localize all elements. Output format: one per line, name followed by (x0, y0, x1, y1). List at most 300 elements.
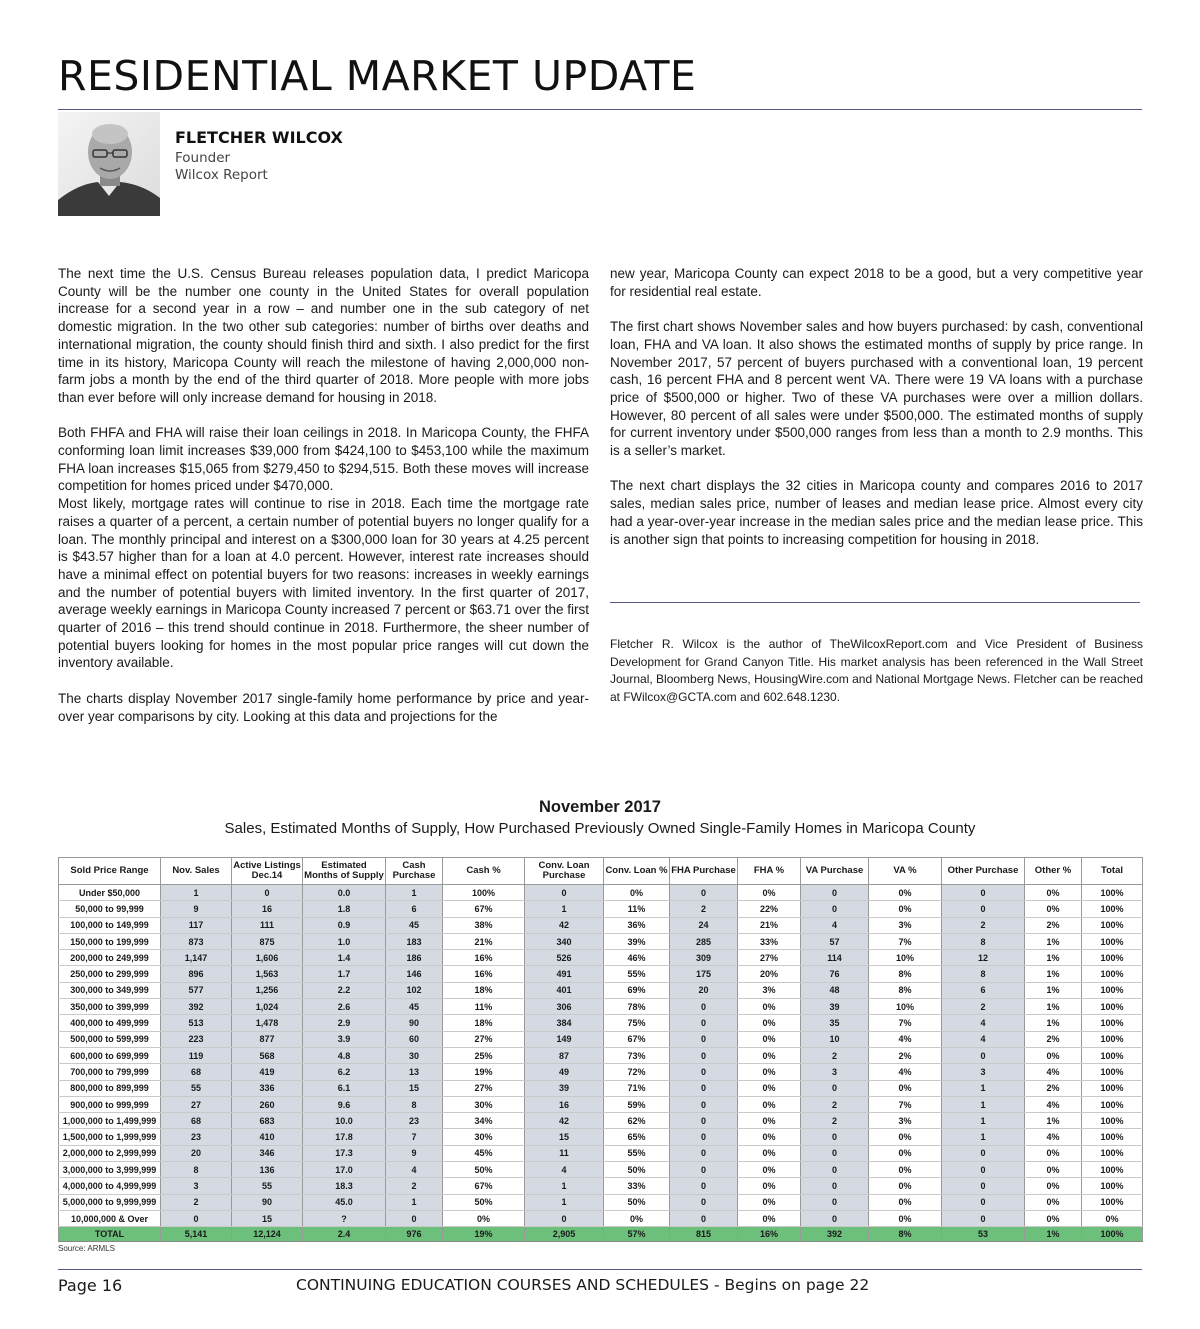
bio-divider (610, 602, 1140, 603)
table-cell: 2% (1025, 917, 1082, 933)
table-row (59, 1194, 1143, 1210)
table-row (59, 966, 1143, 982)
price-range-cell: 400,000 to 499,999 (59, 1015, 161, 1031)
table-cell: 4% (1025, 1129, 1082, 1145)
table-cell: 2 (386, 1178, 443, 1194)
table-cell: 55 (232, 1178, 303, 1194)
table-cell: 0 (670, 1015, 738, 1031)
table-cell: 0 (942, 1210, 1025, 1226)
table-cell: 2 (942, 917, 1025, 933)
table-cell: 0 (801, 1194, 869, 1210)
table-cell: 526 (525, 950, 604, 966)
table-cell: 0 (670, 1047, 738, 1063)
table-cell: 410 (232, 1129, 303, 1145)
table-cell: 223 (161, 1031, 232, 1047)
table-row (59, 1210, 1143, 1226)
table-cell: 45.0 (303, 1194, 386, 1210)
table-cell: 17.8 (303, 1129, 386, 1145)
total-cell: 8% (869, 1227, 942, 1242)
table-cell: 55 (161, 1080, 232, 1096)
table-cell: 0% (1025, 901, 1082, 917)
total-cell: 392 (801, 1227, 869, 1242)
table-cell: 0 (942, 901, 1025, 917)
column-header: Nov. Sales (161, 858, 232, 885)
table-cell: 3 (801, 1064, 869, 1080)
table-cell: 39% (604, 933, 670, 949)
table-cell: 0 (942, 1178, 1025, 1194)
title-divider (58, 109, 1142, 110)
table-cell: 0 (670, 999, 738, 1015)
table-cell: 65% (604, 1129, 670, 1145)
table-cell: 419 (232, 1064, 303, 1080)
price-range-cell: 700,000 to 799,999 (59, 1064, 161, 1080)
table-cell: 100% (1082, 1064, 1143, 1080)
price-range-cell: 150,000 to 199,999 (59, 933, 161, 949)
price-range-cell: 600,000 to 699,999 (59, 1047, 161, 1063)
table-cell: 0 (386, 1210, 443, 1226)
table-cell: 7% (869, 1096, 942, 1112)
table-cell: 149 (525, 1031, 604, 1047)
table-cell: 1,024 (232, 999, 303, 1015)
table-header-row (59, 858, 1143, 885)
table-cell: 6 (942, 982, 1025, 998)
table-cell: 1 (942, 1080, 1025, 1096)
table-cell: 38% (443, 917, 525, 933)
table-cell: 491 (525, 966, 604, 982)
table-cell: 45 (386, 917, 443, 933)
table-cell: 67% (604, 1031, 670, 1047)
table-cell: 683 (232, 1113, 303, 1129)
table-cell: 0% (738, 1047, 801, 1063)
table-cell: 10% (869, 950, 942, 966)
table-cell: 33% (738, 933, 801, 949)
table-cell: 117 (161, 917, 232, 933)
table-cell: 0% (869, 1129, 942, 1145)
table-cell: 78% (604, 999, 670, 1015)
table-cell: 0% (1025, 1145, 1082, 1161)
table-cell: 50% (443, 1162, 525, 1178)
table-cell: 30 (386, 1047, 443, 1063)
table-cell: 0% (738, 1210, 801, 1226)
table-cell: 23 (386, 1113, 443, 1129)
table-cell: 1 (386, 885, 443, 901)
table-cell: 346 (232, 1145, 303, 1161)
table-cell: 1 (386, 1194, 443, 1210)
table-cell: 1 (161, 885, 232, 901)
table-cell: 4 (386, 1162, 443, 1178)
table-cell: 16 (525, 1096, 604, 1112)
table-cell: 27% (443, 1031, 525, 1047)
table-cell: 2.2 (303, 982, 386, 998)
price-range-cell: 350,000 to 399,999 (59, 999, 161, 1015)
article-paragraph: Both FHFA and FHA will raise their loan ceilings in 2018. In Maricopa County, the FHFA conforming loan limit increases $39,000 from $424,100 to $453,100 while the maximum FHA loan increases $15,065 from $279,450 to $294,515. Both these moves will increase competition for homes priced under $470,000. (58, 425, 589, 494)
table-cell: 3% (869, 917, 942, 933)
table-cell: 100% (1082, 1194, 1143, 1210)
table-cell: 100% (1082, 917, 1143, 933)
table-cell: 1% (1025, 950, 1082, 966)
table-row (59, 982, 1143, 998)
table-cell: 0 (801, 1080, 869, 1096)
table-cell: 68 (161, 1064, 232, 1080)
table-cell: 0% (869, 901, 942, 917)
table-cell: 0% (738, 1031, 801, 1047)
table-cell: 102 (386, 982, 443, 998)
table-cell: 16% (443, 950, 525, 966)
table-cell: 896 (161, 966, 232, 982)
table-row (59, 1015, 1143, 1031)
table-cell: 16 (232, 901, 303, 917)
table-cell: ? (303, 1210, 386, 1226)
column-header: Active Listings Dec.14 (232, 858, 303, 885)
article-paragraph: The next time the U.S. Census Bureau releases population data, I predict Maricopa County will be the number one county in the United States for overall population increase for a second year in a row – and number one in the sub category of net domestic migration. In the two other sub categories: number of births over deaths and international migration, the county should finish third and sixth. I also predict for the first time in its history, Maricopa County will reach the milestone of having 2,000,000 non-farm jobs a month by the end of the third quarter of 2018. More people with more jobs than ever before will only increase demand for housing in 2018. (58, 266, 589, 405)
table-cell: 0% (738, 1096, 801, 1112)
article-paragraph: The first chart shows November sales and how buyers purchased: by cash, conventional loan, FHA and VA loan. It also shows the estimated months of supply by price range. In November 2017, 57 percent of buyers purchased with a conventional loan, 19 percent cash, 16 percent FHA and 8 percent went VA. There were 19 VA loans with a purchase price of $500,000 or higher. Two of these VA purchases were over a million dollars. However, 80 percent of all sales were under $500,000. The estimated months of supply for current inventory under $500,000 ranges from less than a month to 2.9 months. This is a seller’s market. (610, 319, 1143, 459)
table-cell: 1,563 (232, 966, 303, 982)
table-cell: 0% (604, 1210, 670, 1226)
column-header: Total (1082, 858, 1143, 885)
table-header (59, 858, 1143, 885)
table-cell: 384 (525, 1015, 604, 1031)
table-row (59, 1047, 1143, 1063)
table-cell: 72% (604, 1064, 670, 1080)
price-range-cell: 900,000 to 999,999 (59, 1096, 161, 1112)
table-cell: 0 (670, 1096, 738, 1112)
table-cell: 15 (386, 1080, 443, 1096)
table-cell: 0 (801, 901, 869, 917)
table-cell: 875 (232, 933, 303, 949)
price-range-cell: 4,000,000 to 4,999,999 (59, 1178, 161, 1194)
table-cell: 1 (942, 1129, 1025, 1145)
table-row (59, 1162, 1143, 1178)
author-byline (175, 128, 343, 184)
total-cell: 19% (443, 1227, 525, 1242)
table-cell: 4 (525, 1162, 604, 1178)
table-cell: 1% (1025, 1113, 1082, 1129)
table-cell: 73% (604, 1047, 670, 1063)
table-row (59, 917, 1143, 933)
table-cell: 100% (443, 885, 525, 901)
sales-table (58, 857, 1143, 1242)
table-subtitle: Sales, Estimated Months of Supply, How Purchased Previously Owned Single-Family Homes in Maricopa County (224, 820, 976, 837)
table-cell: 7% (869, 1015, 942, 1031)
total-cell: 5,141 (161, 1227, 232, 1242)
table-cell: 4 (942, 1031, 1025, 1047)
table-row (59, 933, 1143, 949)
table-cell: 20 (670, 982, 738, 998)
table-cell: 0 (670, 1080, 738, 1096)
table-cell: 100% (1082, 966, 1143, 982)
table-cell: 1,606 (232, 950, 303, 966)
column-header: VA Purchase (801, 858, 869, 885)
table-cell: 568 (232, 1047, 303, 1063)
table-cell: 100% (1082, 1015, 1143, 1031)
table-cell: 50% (604, 1194, 670, 1210)
table-row (59, 950, 1143, 966)
author-name: FLETCHER WILCOX (175, 128, 343, 147)
table-cell: 2 (670, 901, 738, 917)
table-row (59, 1080, 1143, 1096)
article-right-column (610, 265, 1143, 566)
sales-table-container (58, 857, 1142, 1242)
table-cell: 0 (942, 1047, 1025, 1063)
table-cell: 100% (1082, 1162, 1143, 1178)
table-cell: 18.3 (303, 1178, 386, 1194)
column-header: Conv. Loan % (604, 858, 670, 885)
article-paragraph: new year, Maricopa County can expect 2018 to be a good, but a very competitive year for residential real estate. (610, 266, 1143, 299)
table-cell: 0% (738, 1178, 801, 1194)
table-cell: 3 (161, 1178, 232, 1194)
total-cell: 2,905 (525, 1227, 604, 1242)
table-cell: 114 (801, 950, 869, 966)
table-cell: 0% (869, 1178, 942, 1194)
table-cell: 75% (604, 1015, 670, 1031)
table-cell: 0 (670, 1129, 738, 1145)
table-cell: 0% (1025, 1210, 1082, 1226)
table-cell: 1 (525, 1194, 604, 1210)
table-cell: 4% (869, 1064, 942, 1080)
column-header: Estimated Months of Supply (303, 858, 386, 885)
table-body (59, 885, 1143, 1242)
table-cell: 111 (232, 917, 303, 933)
table-cell: 0% (869, 885, 942, 901)
table-cell: 27% (738, 950, 801, 966)
table-cell: 0 (670, 1210, 738, 1226)
table-cell: 4.8 (303, 1047, 386, 1063)
table-cell: 1.7 (303, 966, 386, 982)
table-cell: 0 (942, 1194, 1025, 1210)
table-cell: 1,478 (232, 1015, 303, 1031)
table-cell: 0 (801, 1162, 869, 1178)
table-cell: 15 (525, 1129, 604, 1145)
table-row (59, 999, 1143, 1015)
table-cell: 0 (801, 885, 869, 901)
table-cell: 49 (525, 1064, 604, 1080)
table-total-row (59, 1227, 1143, 1242)
table-cell: 0 (942, 885, 1025, 901)
table-cell: 2.6 (303, 999, 386, 1015)
table-cell: 1,256 (232, 982, 303, 998)
table-cell: 48 (801, 982, 869, 998)
price-range-cell: 200,000 to 249,999 (59, 950, 161, 966)
total-cell: 12,124 (232, 1227, 303, 1242)
table-cell: 8% (869, 982, 942, 998)
table-cell: 392 (161, 999, 232, 1015)
table-cell: 0% (738, 1015, 801, 1031)
table-cell: 873 (161, 933, 232, 949)
table-cell: 7% (869, 933, 942, 949)
table-cell: 0 (670, 1162, 738, 1178)
table-cell: 90 (386, 1015, 443, 1031)
table-cell: 0 (670, 1178, 738, 1194)
table-cell: 1,147 (161, 950, 232, 966)
table-cell: 59% (604, 1096, 670, 1112)
table-cell: 6.1 (303, 1080, 386, 1096)
table-cell: 34% (443, 1113, 525, 1129)
table-cell: 8 (942, 933, 1025, 949)
table-cell: 13 (386, 1064, 443, 1080)
table-cell: 2 (801, 1113, 869, 1129)
table-cell: 39 (525, 1080, 604, 1096)
footer-divider (58, 1269, 1142, 1270)
table-cell: 1.4 (303, 950, 386, 966)
table-cell: 30% (443, 1129, 525, 1145)
table-cell: 1.0 (303, 933, 386, 949)
table-cell: 100% (1082, 901, 1143, 917)
table-cell: 0 (801, 1210, 869, 1226)
table-cell: 513 (161, 1015, 232, 1031)
table-cell: 4 (801, 917, 869, 933)
table-cell: 11 (525, 1145, 604, 1161)
table-cell: 3.9 (303, 1031, 386, 1047)
table-cell: 0 (670, 1145, 738, 1161)
table-cell: 0 (161, 1210, 232, 1226)
total-cell: 1% (1025, 1227, 1082, 1242)
table-cell: 0 (232, 885, 303, 901)
table-cell: 0% (738, 1064, 801, 1080)
footer-promo: CONTINUING EDUCATION COURSES AND SCHEDULES - Begins on page 22 (296, 1276, 870, 1294)
table-cell: 100% (1082, 1080, 1143, 1096)
price-range-cell: 5,000,000 to 9,999,999 (59, 1194, 161, 1210)
table-cell: 1% (1025, 1015, 1082, 1031)
column-header: Cash % (443, 858, 525, 885)
table-title: November 2017 (539, 798, 661, 816)
table-cell: 10.0 (303, 1113, 386, 1129)
table-cell: 68 (161, 1113, 232, 1129)
table-cell: 8 (942, 966, 1025, 982)
table-cell: 42 (525, 917, 604, 933)
table-cell: 16% (443, 966, 525, 982)
table-cell: 39 (801, 999, 869, 1015)
table-cell: 1% (1025, 966, 1082, 982)
table-cell: 0% (604, 885, 670, 901)
table-cell: 0 (525, 1210, 604, 1226)
table-cell: 23 (161, 1129, 232, 1145)
table-cell: 186 (386, 950, 443, 966)
article-paragraph: The charts display November 2017 single-family home performance by price and year-over year comparisons by city. Looking at this data and projections for the (58, 690, 589, 724)
table-cell: 69% (604, 982, 670, 998)
table-cell: 100% (1082, 950, 1143, 966)
table-cell: 11% (443, 999, 525, 1015)
table-cell: 0 (670, 885, 738, 901)
table-row (59, 901, 1143, 917)
price-range-cell: 100,000 to 149,999 (59, 917, 161, 933)
table-cell: 87 (525, 1047, 604, 1063)
column-header: FHA % (738, 858, 801, 885)
table-source: Source: ARMLS (58, 1244, 115, 1253)
table-cell: 7 (386, 1129, 443, 1145)
table-row (59, 1031, 1143, 1047)
table-row (59, 1129, 1143, 1145)
table-cell: 146 (386, 966, 443, 982)
table-cell: 27 (161, 1096, 232, 1112)
table-cell: 0% (869, 1194, 942, 1210)
table-cell: 8% (869, 966, 942, 982)
table-cell: 2% (1025, 1031, 1082, 1047)
column-header: Other % (1025, 858, 1082, 885)
table-cell: 55% (604, 1145, 670, 1161)
table-cell: 0% (738, 1145, 801, 1161)
table-cell: 0% (738, 1129, 801, 1145)
page-title: RESIDENTIAL MARKET UPDATE (58, 52, 697, 100)
table-cell: 577 (161, 982, 232, 998)
price-range-cell: 1,500,000 to 1,999,999 (59, 1129, 161, 1145)
table-cell: 35 (801, 1015, 869, 1031)
table-cell: 0 (942, 1145, 1025, 1161)
table-cell: 71% (604, 1080, 670, 1096)
table-row (59, 1113, 1143, 1129)
price-range-cell: Under $50,000 (59, 885, 161, 901)
table-cell: 17.0 (303, 1162, 386, 1178)
table-cell: 19% (443, 1064, 525, 1080)
table-cell: 45% (443, 1145, 525, 1161)
table-cell: 260 (232, 1096, 303, 1112)
table-cell: 0% (738, 999, 801, 1015)
author-photo (58, 112, 160, 216)
table-cell: 175 (670, 966, 738, 982)
table-cell: 4% (1025, 1064, 1082, 1080)
table-cell: 100% (1082, 1129, 1143, 1145)
price-range-cell: 3,000,000 to 3,999,999 (59, 1162, 161, 1178)
table-cell: 306 (525, 999, 604, 1015)
price-range-cell: 300,000 to 349,999 (59, 982, 161, 998)
table-cell: 0 (670, 1064, 738, 1080)
table-cell: 0% (1025, 1178, 1082, 1194)
author-bio: Fletcher R. Wilcox is the author of TheWilcoxReport.com and Vice President of Business Development for Grand Canyon Title. His market analysis has been referenced in the Wall Street Journal, Bloomberg News, HousingWire.com and National Mortgage News. Fletcher can be reached at FWilcox@GCTA.com and 602.648.1230. (610, 637, 1143, 704)
author-role: Founder (175, 150, 231, 166)
column-header: FHA Purchase (670, 858, 738, 885)
table-cell: 62% (604, 1113, 670, 1129)
table-cell: 0% (738, 1162, 801, 1178)
table-cell: 1 (525, 1178, 604, 1194)
table-cell: 2 (801, 1047, 869, 1063)
total-cell: TOTAL (59, 1227, 161, 1242)
table-cell: 24 (670, 917, 738, 933)
table-cell: 3% (738, 982, 801, 998)
table-cell: 0% (738, 1113, 801, 1129)
table-cell: 50% (604, 1162, 670, 1178)
price-range-cell: 800,000 to 899,999 (59, 1080, 161, 1096)
table-cell: 877 (232, 1031, 303, 1047)
table-cell: 100% (1082, 999, 1143, 1015)
table-cell: 0 (801, 1145, 869, 1161)
table-cell: 0 (801, 1178, 869, 1194)
table-cell: 6 (386, 901, 443, 917)
table-cell: 22% (738, 901, 801, 917)
table-cell: 0 (525, 885, 604, 901)
total-cell: 53 (942, 1227, 1025, 1242)
table-row (59, 1178, 1143, 1194)
table-cell: 0 (801, 1129, 869, 1145)
table-cell: 0% (738, 885, 801, 901)
column-header: VA % (869, 858, 942, 885)
table-cell: 340 (525, 933, 604, 949)
table-cell: 2% (1025, 1080, 1082, 1096)
price-range-cell: 500,000 to 599,999 (59, 1031, 161, 1047)
table-cell: 100% (1082, 1113, 1143, 1129)
table-cell: 2 (801, 1096, 869, 1112)
article-paragraph: The next chart displays the 32 cities in Maricopa county and compares 2016 to 2017 sales, median sales price, number of leases and median lease price. Almost every city had a year-over-year increase in the median sales price and the median lease price. This is another sign that points to increasing competition for housing in 2018. (610, 478, 1143, 547)
table-cell: 100% (1082, 933, 1143, 949)
table-cell: 45 (386, 999, 443, 1015)
price-range-cell: 10,000,000 & Over (59, 1210, 161, 1226)
table-cell: 90 (232, 1194, 303, 1210)
table-cell: 100% (1082, 1096, 1143, 1112)
table-cell: 0% (1025, 1047, 1082, 1063)
table-cell: 18% (443, 1015, 525, 1031)
table-cell: 20 (161, 1145, 232, 1161)
table-cell: 27% (443, 1080, 525, 1096)
column-header: Other Purchase (942, 858, 1025, 885)
